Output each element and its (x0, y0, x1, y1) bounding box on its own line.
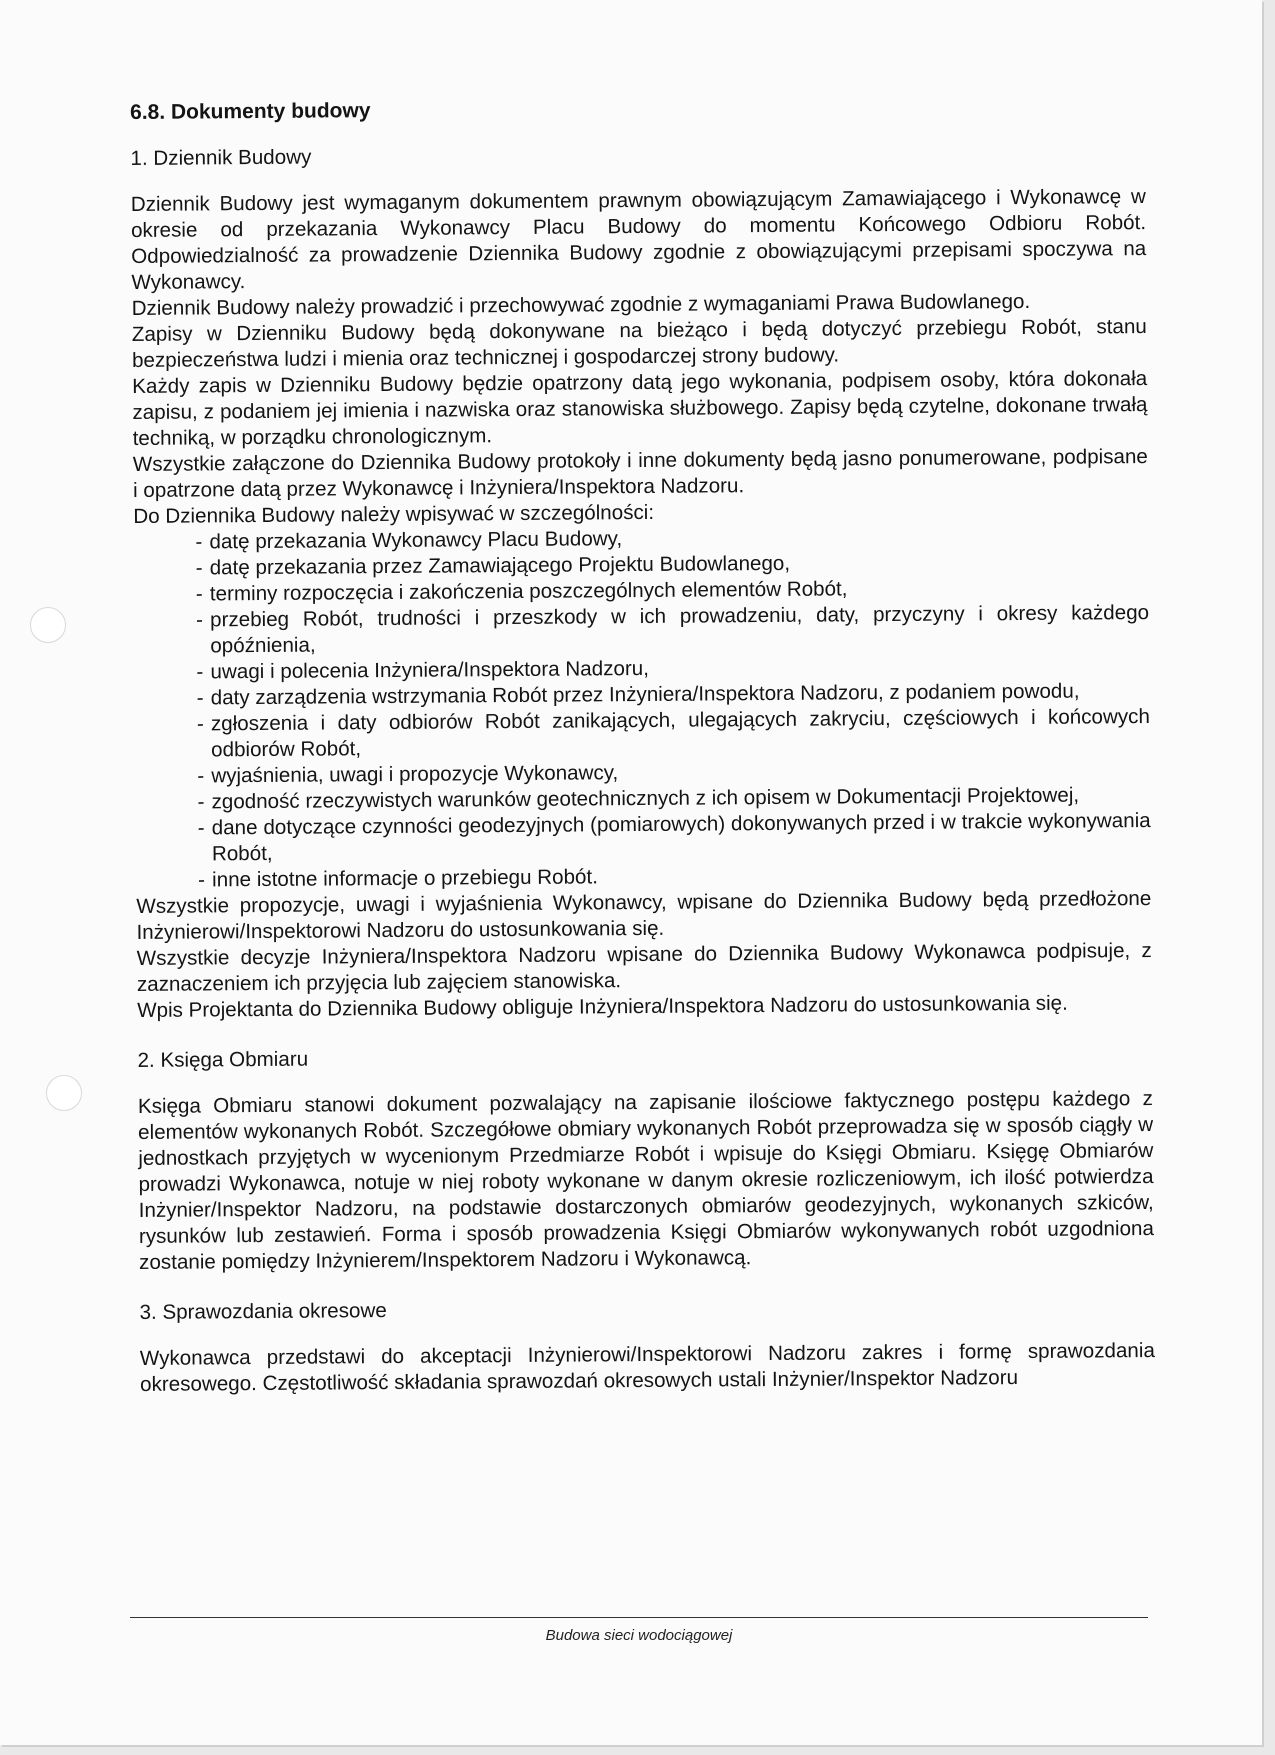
list-item: - inne istotne informacje o przebiegu Robót. (198, 860, 1151, 893)
list-item: - datę przekazania Wykonawcy Placu Budowy, (195, 522, 1148, 555)
paragraph: Dziennik Budowy należy prowadzić i przechowywać zgodnie z wymaganiami Prawa Budowlanego. (131, 289, 1031, 320)
paragraph: Wszystkie decyzje Inżyniera/Inspektora Nadzoru wpisane do Dziennika Budowy Wykonawca podpisuje, z zaznaczeniem ich przyjęcia lub zajęciem stanowiska. (136, 939, 1152, 996)
section1-body (131, 184, 1153, 1024)
list-item: - daty zarządzenia wstrzymania Robót przez Inżyniera/Inspektora Nadzoru, z podaniem powodu, (197, 678, 1150, 711)
list-item: - terminy rozpoczęcia i zakończenia poszczególnych elementów Robót, (196, 574, 1149, 607)
paragraph: Wpis Projektanta do Dziennika Budowy obliguje Inżyniera/Inspektora Nadzoru do ustosunkowania się. (137, 991, 1068, 1022)
punch-hole (30, 607, 66, 643)
paragraph: Do Dziennika Budowy należy wpisywać w szczególności: (133, 500, 655, 528)
list-item: - przebieg Robót, trudności i przeszkody w ich prowadzeniu, daty, przyczyny i okresy każdego opóźnienia, (196, 600, 1149, 659)
entries-list (133, 522, 1151, 894)
section3-body (140, 1338, 1155, 1398)
punch-hole (46, 1075, 82, 1111)
list-item: - wyjaśnienia, uwagi i propozycje Wykonawcy, (197, 756, 1150, 789)
list-item: - datę przekazania przez Zamawiającego Projektu Budowlanego, (196, 548, 1149, 581)
paragraph: Zapisy w Dzienniku Budowy będą dokonywane na bieżąco i będą dotyczyć przebiegu Robót, stanu bezpieczeństwa ludzi i mienia oraz technicznej i gospodarczej strony budowy. (131, 315, 1147, 372)
paragraph: Wykonawca przedstawi do akceptacji Inżynierowi/Inspektorowi Nadzoru zakres i formę sprawozdania okresowego. Częstotliwość składania sprawozdań okresowych ustali Inżynier/Inspektor Nadzoru (139, 1338, 1155, 1396)
list-item: - uwagi i polecenia Inżyniera/Inspektora Nadzoru, (196, 652, 1149, 685)
paragraph: Wszystkie załączone do Dziennika Budowy protokoły i inne dokumenty będą jasno ponumerowane, podpisane i opatrzone datą przez Wykonawcę i Inżyniera/Inspektora Nadzoru. (132, 445, 1148, 502)
section2-body (138, 1086, 1154, 1276)
section3-heading: 3. Sprawozdania okresowe (139, 1299, 387, 1324)
paragraph: Dziennik Budowy jest wymaganym dokumentem prawnym obowiązującym Zamawiającego i Wykonawcę w okresie od przekazania Wykonawcy Placu Budowy do momentu Końcowego Odbioru Robót. Odpowiedzialność za prowadzenie Dziennika Budowy zgodnie z obowiązującymi przepisami spoczywa na Wykonawcy. (130, 185, 1147, 294)
document-body (130, 92, 1155, 1422)
paragraph: Każdy zapis w Dzienniku Budowy będzie opatrzony datą jego wykonania, podpisem osoby, która dokonała zapisu, z podaniem jej imienia i nazwiska oraz stanowiska służbowego. Zapisy będą czytelne, dokonane trwałą techniką, w porządku chronologicznym. (132, 367, 1148, 450)
list-item: - zgłoszenia i daty odbiorów Robót zanikających, ulegających zakryciu, częściowych i końcowych odbiorów Robót, (197, 704, 1150, 763)
section1-heading: 1. Dziennik Budowy (130, 145, 312, 170)
list-item: - dane dotyczące czynności geodezyjnych (pomiarowych) dokonywanych przed i w trakcie wykonywania Robót, (198, 808, 1151, 867)
page-footer: Budowa sieci wodociągowej (545, 1627, 733, 1644)
paragraph: Wszystkie propozycje, uwagi i wyjaśnienia Wykonawcy, wpisane do Dziennika Budowy będą przedłożone Inżynierowi/Inspektorowi Nadzoru do ustosunkowania się. (136, 887, 1152, 944)
footer-divider (130, 1617, 1148, 1618)
section-title: 6.8. Dokumenty budowy (130, 99, 371, 124)
list-item: - zgodność rzeczywistych warunków geotechnicznych z ich opisem w Dokumentacji Projektowej, (197, 782, 1150, 815)
paragraph: Księga Obmiaru stanowi dokument pozwalający na zapisanie ilościowe faktycznego postępu każdego z elementów wykonanych Robót. Szczegółowe obmiary wykonanych Robót przeprowadza się w sposób ciągły w jednostkach przyjętych w wycenionym Przedmiarze Robót i wpisuje do Księgi Obmiaru. Księgę Obmiarów prowadzi Wykonawca, notuje w niej roboty wykonane w danym okresie rozliczeniowym, ich ilość potwierdza Inżynier/Inspektor Nadzoru, na podstawie dostarczonych obmiarów geodezyjnych, wykonanych szkiców, rysunków lub zestawień. Forma i sposób prowadzenia Księgi Obmiarów wykonywanych robót uzgodniona zostanie pomiędzy Inżynierem/Inspektorem Nadzoru i Wykonawcą. (137, 1086, 1154, 1274)
section2-heading: 2. Księga Obmiaru (137, 1047, 309, 1072)
